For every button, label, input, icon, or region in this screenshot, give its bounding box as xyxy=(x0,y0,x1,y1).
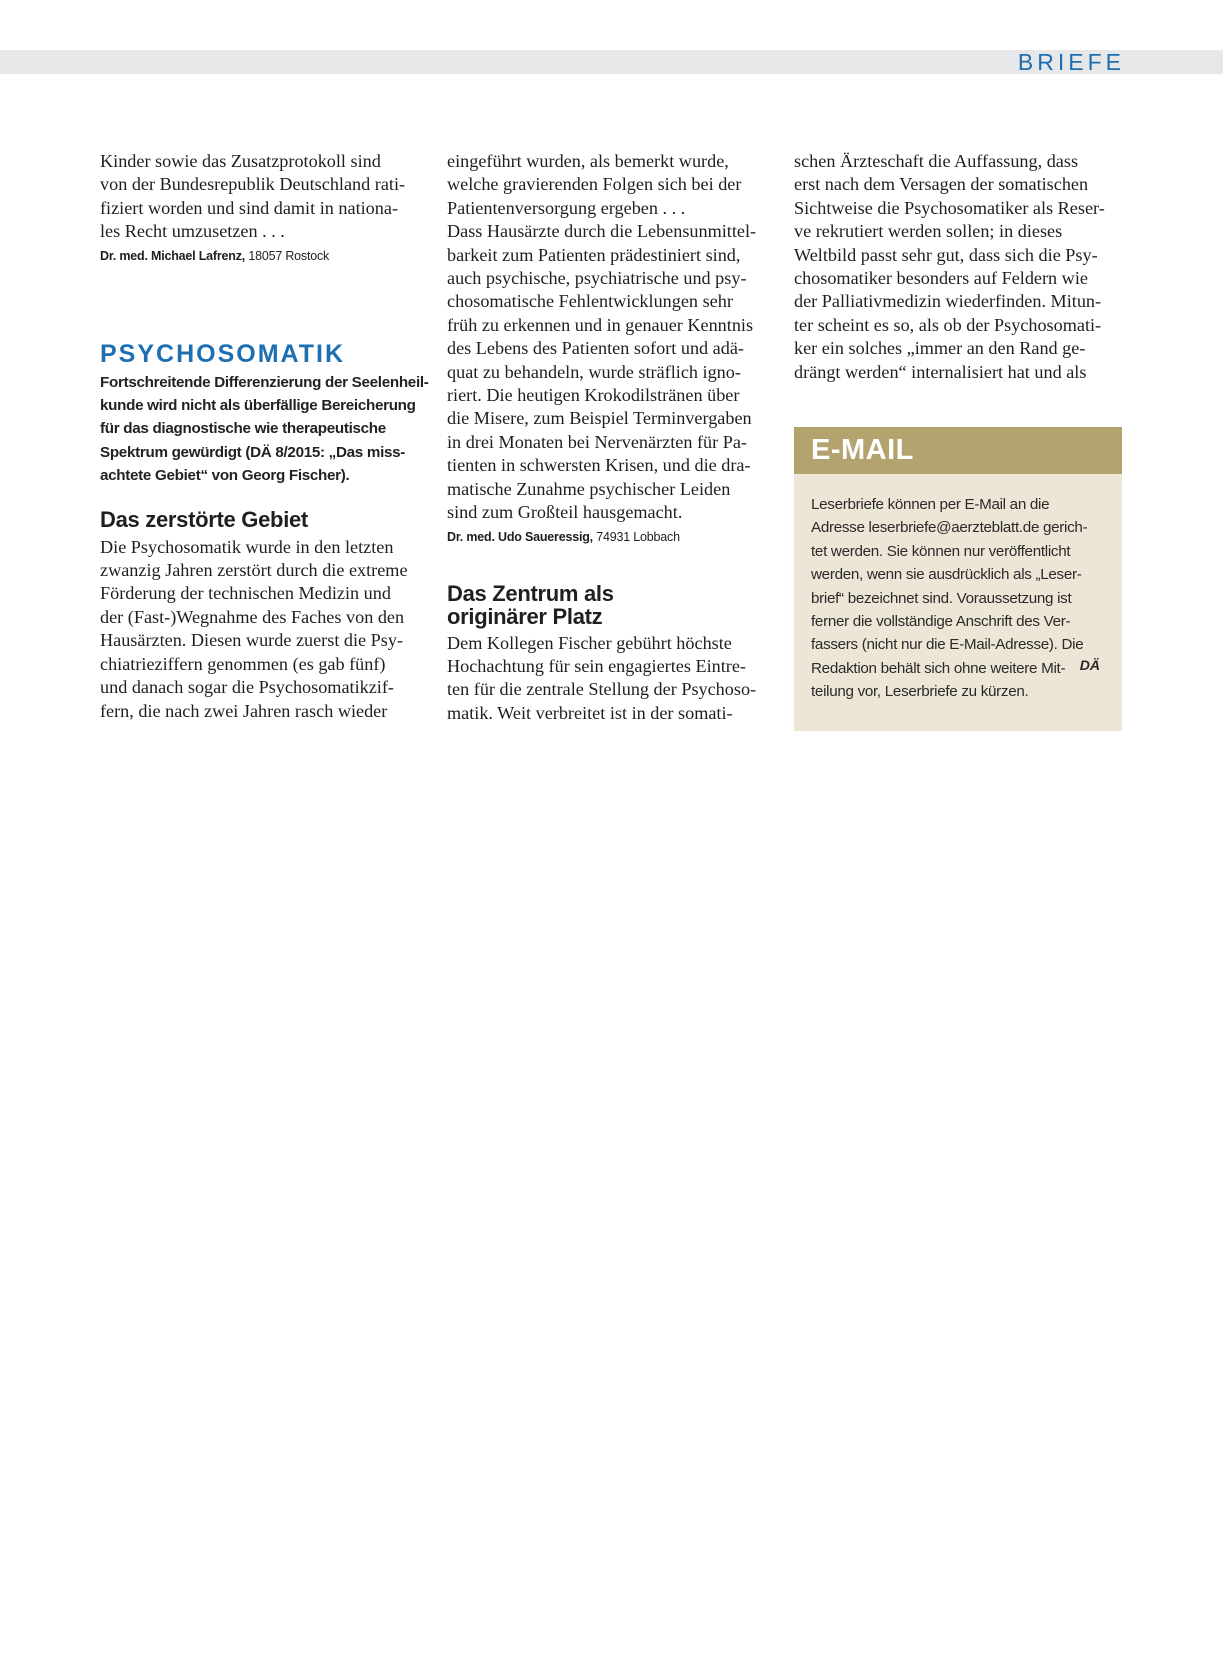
text-line: Leserbriefe können per E-Mail an die xyxy=(811,496,1050,513)
section-title: BRIEFE xyxy=(1017,49,1125,75)
text-line: ferner die vollständige Anschrift des Ver- xyxy=(811,613,1071,631)
text-line: ter scheint es so, als ob der Psychosomati- xyxy=(794,314,1102,335)
text-line: Hausärzten. Diesen wurde zuerst die Psy- xyxy=(100,630,404,651)
text-line: Dass Hausärzte durch die Lebensunmittel- xyxy=(447,221,757,242)
text-line: erst nach dem Versagen der somatischen xyxy=(794,174,1089,195)
text-line: fiziert worden und sind damit in nationa- xyxy=(100,197,398,218)
column-1 xyxy=(100,150,430,723)
text-line: kunde wird nicht als überfällige Bereicherung xyxy=(100,397,416,415)
text-line: früh zu erkennen und in genauer Kenntnis xyxy=(447,314,754,335)
text-line: Sichtweise die Psychosomatiker als Reser- xyxy=(794,197,1105,218)
text-line: Kinder sowie das Zusatzprotokoll sind xyxy=(100,151,381,171)
letter-body xyxy=(794,150,1122,384)
text-line: ker ein solches „immer an den Rand ge- xyxy=(794,338,1086,359)
text-line: riert. Die heutigen Krokodilstränen über xyxy=(447,385,740,406)
text-line: Fortschreitende Differenzierung der Seelenheil- xyxy=(100,373,429,391)
email-box-header xyxy=(794,427,1122,474)
text-line: ve rekrutiert werden sollen; in dieses xyxy=(794,221,1063,242)
text-line: der Palliativmedizin wiederfinden. Mitun- xyxy=(794,291,1102,312)
text-line: zwanzig Jahren zerstört durch die extreme xyxy=(100,560,408,581)
letter-headline: Das zerstörte Gebiet xyxy=(100,506,308,532)
letter-body xyxy=(100,536,430,723)
email-box-text xyxy=(811,493,1099,704)
column-3 xyxy=(794,150,1122,384)
text-line: die Misere, zum Beispiel Terminvergaben xyxy=(447,408,752,429)
text-line: sind zum Großteil hausgemacht. xyxy=(447,502,683,523)
letter-body xyxy=(447,150,777,525)
text-line: Spektrum gewürdigt (DÄ 8/2015: „Das miss- xyxy=(100,443,406,461)
letter-body xyxy=(447,632,777,726)
author-name: Dr. med. Udo Saueressig, xyxy=(447,529,593,544)
text-line: drängt werden“ internalisiert hat und als xyxy=(794,361,1087,382)
text-line: Redaktion behält sich ohne weitere Mit- xyxy=(811,659,1066,677)
teaser-text xyxy=(100,371,430,488)
text-line: barkeit zum Patienten prädestiniert sind, xyxy=(447,244,741,265)
headline-line: Das Zentrum als xyxy=(447,580,614,606)
author-place: 18057 Rostock xyxy=(245,248,330,263)
text-line: fern, die nach zwei Jahren rasch wieder xyxy=(100,700,388,721)
headline-line: originärer Platz xyxy=(447,603,603,629)
author-signature xyxy=(447,528,777,546)
text-line: der (Fast-)Wegnahme des Faches von den xyxy=(100,606,405,627)
publisher-mark: DÄ xyxy=(1079,657,1100,673)
text-line: Hochachtung für sein engagiertes Eintre- xyxy=(447,655,746,676)
text-line: Adresse leserbriefe@aerzteblatt.de gerich- xyxy=(811,519,1088,537)
text-line: tet werden. Sie können nur veröffentlicht xyxy=(811,542,1071,560)
text-line: matik. Weit verbreitet ist in der somati- xyxy=(447,702,733,723)
text-line: tienten in schwersten Krisen, und die dra- xyxy=(447,455,751,476)
text-line: chosomatiker besonders auf Feldern wie xyxy=(794,268,1088,289)
text-line: Die Psychosomatik wurde in den letzten xyxy=(100,536,394,557)
text-line: ten für die zentrale Stellung der Psychoso- xyxy=(447,679,757,700)
text-line: Patientenversorgung ergeben . . . xyxy=(447,197,686,218)
text-line: Förderung der technischen Medizin und xyxy=(100,583,391,604)
letter-headline xyxy=(447,582,777,628)
letter-ending-text xyxy=(100,150,430,244)
author-signature xyxy=(100,247,430,265)
text-line: eingeführt wurden, als bemerkt wurde, xyxy=(447,151,729,171)
text-line: matische Zunahme psychischer Leiden xyxy=(447,478,731,499)
author-name: Dr. med. Michael Lafrenz, xyxy=(100,248,246,263)
text-line: Dem Kollegen Fischer gebührt höchste xyxy=(447,632,732,653)
text-line: schen Ärzteschaft die Auffassung, dass xyxy=(794,151,1079,171)
text-line: chiatrieziffern genommen (es gab fünf) xyxy=(100,653,386,674)
text-line: chosomatische Fehlentwicklungen sehr xyxy=(447,291,733,312)
text-line: für das diagnostische wie therapeutische xyxy=(100,420,386,438)
text-line: werden, wenn sie ausdrücklich als „Leser- xyxy=(811,566,1082,584)
column-2 xyxy=(447,150,777,725)
text-line: und danach sogar die Psychosomatikzif- xyxy=(100,677,394,698)
text-line: teilung vor, Leserbriefe zu kürzen. xyxy=(811,683,1029,701)
text-line: in drei Monaten bei Nervenärzten für Pa- xyxy=(447,431,747,452)
text-line: auch psychische, psychiatrische und psy- xyxy=(447,268,747,289)
text-line: von der Bundesrepublik Deutschland rati- xyxy=(100,174,406,195)
email-info-box xyxy=(794,427,1122,731)
text-line: des Lebens des Patienten sofort und adä- xyxy=(447,338,744,359)
text-line: brief“ bezeichnet sind. Voraussetzung ist xyxy=(811,589,1072,607)
text-line: welche gravierenden Folgen sich bei der xyxy=(447,174,742,195)
author-place: 74931 Lobbach xyxy=(592,529,680,544)
email-box-title: E-MAIL xyxy=(811,434,914,466)
rubric-heading: PSYCHOSOMATIK xyxy=(100,339,345,368)
text-line: les Recht umzusetzen . . . xyxy=(100,221,285,242)
text-line: quat zu behandeln, wurde sträflich igno- xyxy=(447,361,741,382)
text-line: Weltbild passt sehr gut, dass sich die Psy- xyxy=(794,244,1098,265)
text-line: fassers (nicht nur die E-Mail-Adresse). Die xyxy=(811,636,1084,654)
text-line: achtete Gebiet“ von Georg Fischer). xyxy=(100,467,350,485)
